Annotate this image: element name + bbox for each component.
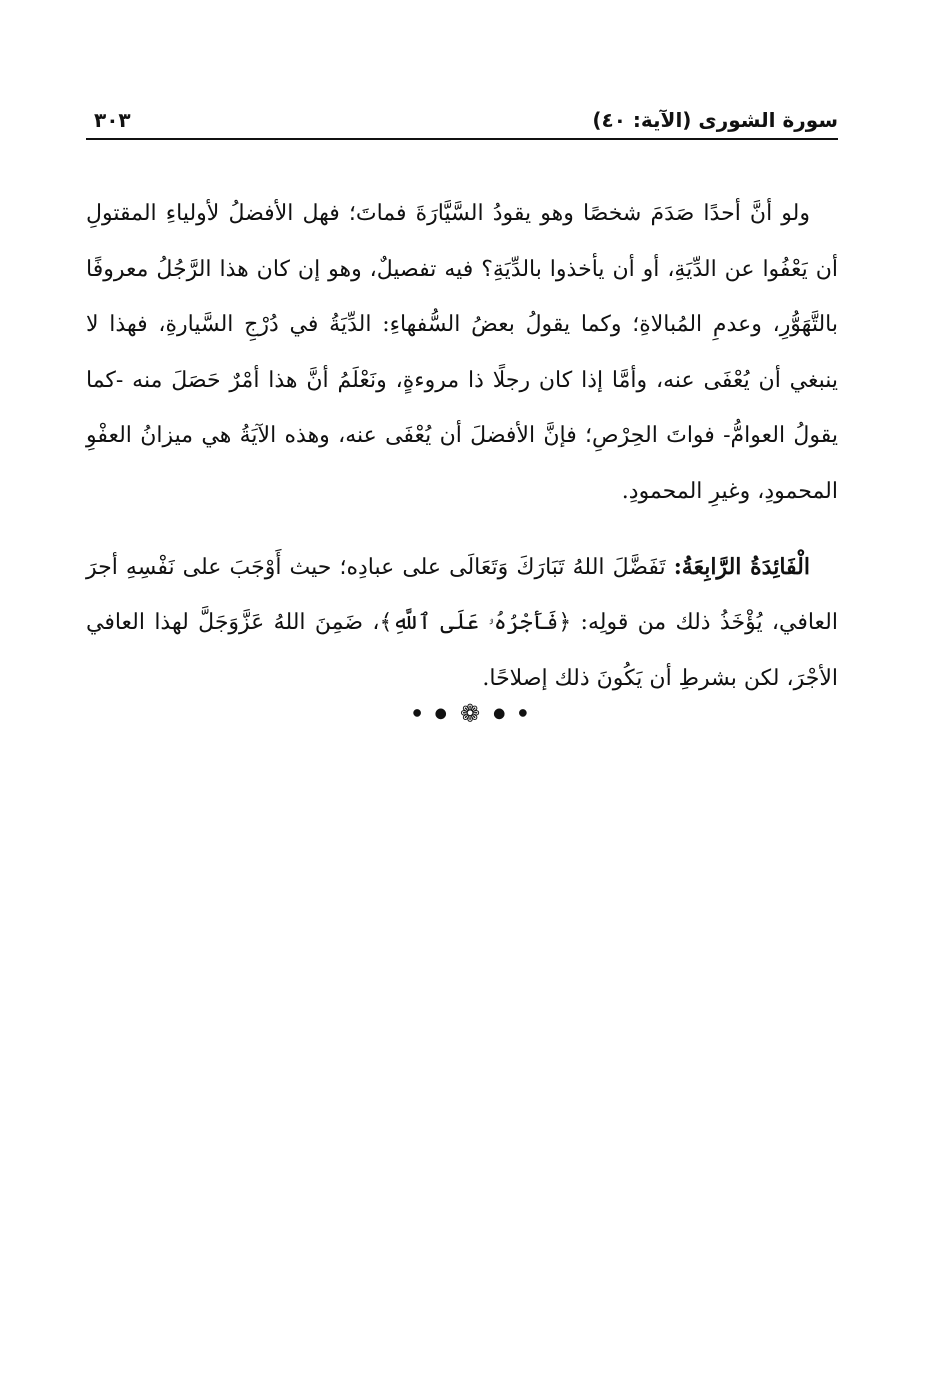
quran-quote: ﴿فَأَجْرُهُۥ عَلَى ٱللَّهِ﴾: [379, 610, 572, 636]
running-title: سورة الشورى (الآية: ٤٠): [592, 108, 838, 132]
ornament-dot-small-right: ●: [518, 707, 532, 719]
ornament-dot-big-right: ●: [493, 705, 510, 722]
page-number: ٣٠٣: [94, 108, 131, 132]
paragraph-1: [86, 186, 838, 520]
flower-icon: ❁: [459, 699, 485, 728]
ornament-dot-small-left: ●: [412, 707, 426, 719]
paragraph-2: [86, 540, 838, 707]
paragraph-2-text-a: تَفَضَّلَ اللهُ تَبَارَكَ وَتَعَالَى على عبادِه؛ حيث أَوْجَبَ على نَفْسِهِ أجرَ العافي، يُؤْخَذُ ذلك من قولِه:: [86, 554, 838, 636]
header-rule: [86, 138, 838, 140]
paragraph-2-lead: الْفَائِدَةُ الرَّابِعَةُ:: [673, 553, 810, 580]
section-ornament: [0, 698, 944, 729]
page-header: [86, 100, 838, 140]
main-text: [86, 186, 838, 706]
paragraph-1-text: ولو أنَّ أحدًا صَدَمَ شخصًا وهو يقودُ السَّيَّارَةَ فماتَ؛ فهل الأفضلُ لأولياءِ المقتولِ أن يَعْفُوا عن الدِّيَةِ، أو أن يأخذوا بالدِّيَةِ؟ فيه تفصيلٌ، وهو إن كان هذا الرَّجُلُ معروفًا بالتَّهَوُّرِ، وعدمِ المُبالاةِ؛ وكما يقولُ بعضُ السُّفهاءِ: الدِّيَةُ في دُرْجِ السَّيارةِ، فهذا لا ينبغي أن يُعْفَى عنه، وأمَّا إذا كان رجلًا ذا مروءةٍ، ونَعْلَمُ أنَّ هذا أمْرٌ حَصَلَ منه -كما يقولُ العوامُّ- فواتَ الحِرْصِ؛ فإنَّ الأفضلَ أن يُعْفَى عنه، وهذه الآيَةُ هي ميزانُ العفْوِ المحمودِ، وغيرِ المحمودِ.: [86, 201, 838, 504]
paragraph-2-text-b: ، ضَمِنَ اللهُ عَزَّوَجَلَّ لهذا العافي الأجْرَ، لكن بشرطِ أن يَكُونَ ذلك إصلاحًا.: [86, 610, 838, 691]
ornament-dot-big-left: ●: [434, 705, 451, 722]
